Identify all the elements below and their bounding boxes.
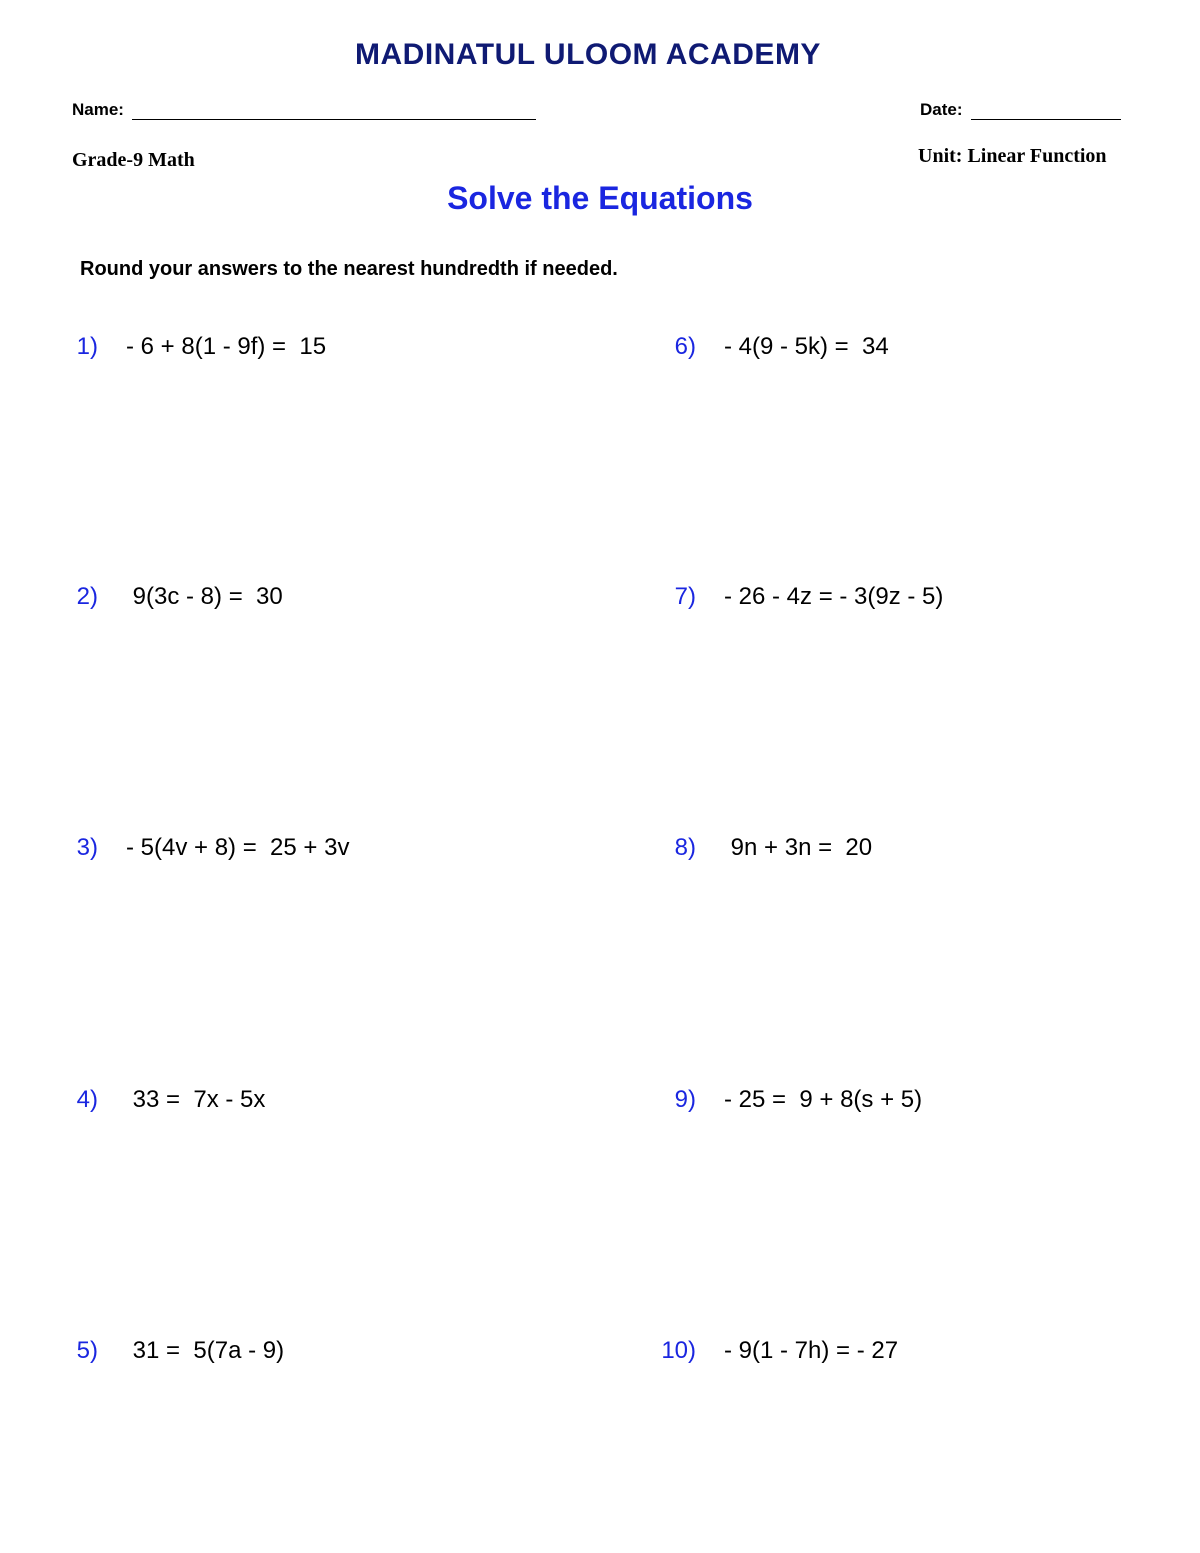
grade-label: Grade-9 Math (72, 149, 195, 171)
problem-3 (42, 834, 349, 862)
problem-number: 9) (674, 1086, 696, 1113)
problem-number: 2) (76, 583, 98, 610)
problem-equation: 9n + 3n = 20 (724, 834, 873, 861)
date-blank-line (971, 101, 1121, 120)
problem-4 (42, 1086, 265, 1114)
problem-equation: 33 = 7x - 5x (126, 1086, 266, 1113)
problem-8 (640, 834, 872, 862)
problem-number: 6) (674, 333, 696, 360)
name-field (72, 100, 536, 120)
problem-equation: - 26 - 4z = - 3(9z - 5) (724, 583, 944, 610)
problem-number: 8) (674, 834, 696, 861)
problem-equation: - 6 + 8(1 - 9f) = 15 (126, 333, 327, 360)
problem-number: 5) (76, 1337, 98, 1364)
problem-number: 1) (76, 333, 98, 360)
problem-7 (640, 583, 943, 611)
problem-2 (42, 583, 283, 611)
problem-9 (640, 1086, 922, 1114)
problem-equation: - 9(1 - 7h) = - 27 (724, 1337, 899, 1364)
worksheet-title: Solve the Equations (447, 180, 753, 216)
problem-number: 10) (661, 1337, 696, 1364)
unit-label: Unit: Linear Function (918, 145, 1107, 167)
problem-number: 3) (76, 834, 98, 861)
date-field (920, 100, 1121, 120)
problem-equation: - 5(4v + 8) = 25 + 3v (126, 834, 350, 861)
name-blank-line (132, 101, 536, 120)
problem-equation: 31 = 5(7a - 9) (126, 1337, 285, 1364)
problem-equation: - 25 = 9 + 8(s + 5) (724, 1086, 923, 1113)
problem-10 (640, 1337, 898, 1365)
problem-equation: 9(3c - 8) = 30 (126, 583, 283, 610)
problem-equation: - 4(9 - 5k) = 34 (724, 333, 889, 360)
problem-5 (42, 1337, 284, 1365)
problem-6 (640, 333, 889, 361)
date-label: Date: (920, 100, 963, 119)
problem-number: 7) (674, 583, 696, 610)
name-label: Name: (72, 100, 124, 119)
problem-number: 4) (76, 1086, 98, 1113)
instructions: Round your answers to the nearest hundredth if needed. (80, 258, 618, 280)
problem-1 (42, 333, 326, 361)
school-name: MADINATUL ULOOM ACADEMY (355, 38, 821, 71)
